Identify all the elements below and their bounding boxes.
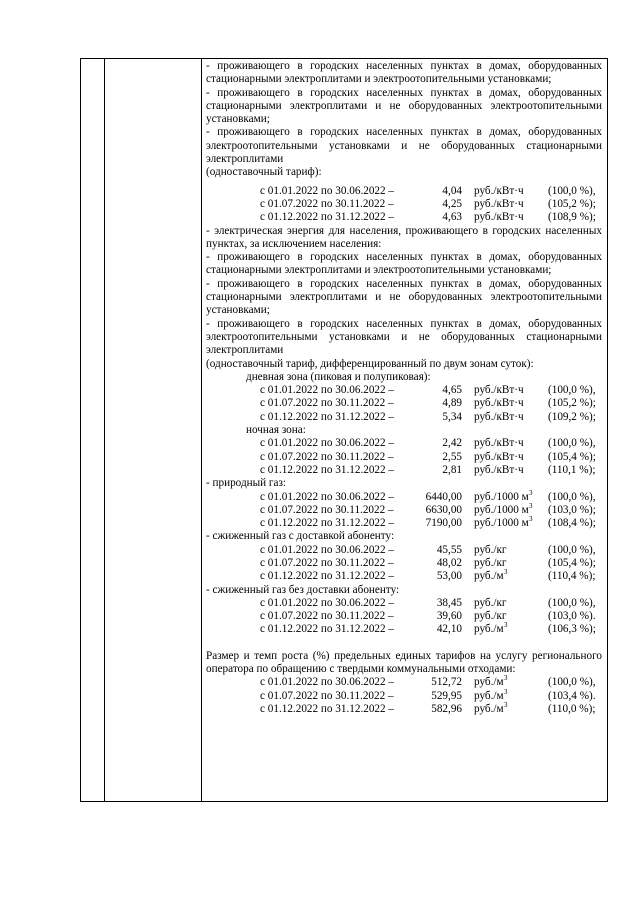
column-divider-1: [104, 58, 105, 802]
rate-percent: (105,2 %);: [548, 197, 596, 210]
unit-superscript: 3: [529, 501, 533, 510]
paragraph: - проживающего в городских населенных пунктах в домах, оборудованных стационарными электроплитами и не оборудованных электроотопительными установками;: [206, 277, 602, 317]
rate-period: с 01.01.2022 по 30.06.2022 –: [260, 184, 395, 197]
rate-value: 4,65: [442, 384, 462, 397]
rate-value: 4,63: [442, 211, 462, 224]
unit-superscript: 3: [504, 568, 508, 577]
rate-percent: (103,4 %).: [548, 689, 596, 702]
paragraph: - проживающего в городских населенных пунктах в домах, оборудованных стационарными электроплитами и не оборудованных электроотопительными установками;: [206, 86, 602, 126]
rate-value: 2,55: [442, 450, 462, 463]
rate-percent: (110,4 %);: [548, 570, 596, 583]
waste-paragraph: Размер и темп роста (%) предельных единых тарифов на услугу регионального оператора по обращению с твердыми коммунальными отходами:: [206, 649, 602, 676]
rate-unit: руб./м: [474, 676, 504, 689]
rate-value: 2,81: [442, 463, 462, 476]
paragraph: - проживающего в городских населенных пунктах в домах, оборудованных стационарными электроплитами и электроотопительными установками;: [206, 60, 602, 86]
rate-percent: (109,2 %);: [548, 410, 596, 423]
rate-value: 7190,00: [425, 517, 462, 530]
rate-period: с 01.07.2022 по 30.11.2022 –: [260, 450, 394, 463]
rate-period: с 01.12.2022 по 31.12.2022 –: [260, 463, 395, 476]
rate-percent: (105,4 %);: [548, 556, 596, 569]
lpg-delivery-label: - сжиженный газ с доставкой абоненту:: [206, 530, 395, 543]
rate-percent: (100,0 %),: [548, 543, 596, 556]
paragraph: (одноставочный тариф):: [206, 166, 322, 179]
column-divider-2: [201, 58, 202, 802]
rate-unit: руб./кВт·ч: [474, 184, 524, 197]
rate-percent: (100,0 %),: [548, 437, 596, 450]
rate-unit: руб./кг: [474, 543, 507, 556]
rate-row: [206, 557, 602, 570]
rate-group-waste: [206, 676, 602, 716]
rate-unit: руб./кВт·ч: [474, 410, 524, 423]
rate-row: [206, 211, 602, 224]
rate-unit: руб./м: [474, 689, 504, 702]
rate-value: 582,96: [431, 702, 462, 715]
rate-row: [206, 437, 602, 450]
rate-row: [206, 451, 602, 464]
rate-unit: руб./кВт·ч: [474, 397, 524, 410]
rate-row: [206, 544, 602, 557]
rate-unit: руб./1000 м: [474, 503, 529, 516]
rate-period: с 01.12.2022 по 31.12.2022 –: [260, 410, 395, 423]
paragraph: - проживающего в городских населенных пунктах в домах, оборудованных электроотопительными установками и не оборудованных стационарными электроплитами: [206, 126, 602, 166]
rate-value: 6440,00: [425, 490, 462, 503]
lpg-no-delivery-label: - сжиженный газ без доставки абоненту:: [206, 583, 400, 596]
rate-period: с 01.12.2022 по 31.12.2022 –: [260, 623, 395, 636]
rate-row: [206, 687, 602, 703]
gas-label: - природный газ:: [206, 477, 287, 490]
rate-period: с 01.01.2022 по 30.06.2022 –: [260, 543, 395, 556]
rate-group-night: [206, 437, 602, 477]
rate-percent: (106,3 %);: [548, 623, 596, 636]
rate-percent: (100,0 %),: [548, 676, 596, 689]
unit-superscript: 3: [504, 621, 508, 630]
rate-group-lpg-no-delivery: [206, 597, 602, 637]
rate-unit: руб./кг: [474, 610, 507, 623]
rate-row: [206, 623, 602, 636]
night-zone-label: ночная зона:: [246, 424, 306, 437]
rate-period: с 01.01.2022 по 30.06.2022 –: [260, 490, 395, 503]
rate-row: [206, 517, 602, 530]
rate-unit: руб./м: [474, 702, 504, 715]
rate-percent: (100,0 %),: [548, 184, 596, 197]
rate-row: [206, 198, 602, 211]
rate-percent: (105,4 %);: [548, 450, 596, 463]
rate-period: с 01.07.2022 по 30.11.2022 –: [260, 689, 394, 702]
rate-row: [206, 501, 602, 517]
rate-percent: (103,0 %).: [548, 610, 596, 623]
rate-period: с 01.12.2022 по 31.12.2022 –: [260, 211, 395, 224]
rate-unit: руб./кг: [474, 596, 507, 609]
paragraph: - электрическая энергия для населения, проживающего в городских населенных пунктах, за исключением населения:: [206, 224, 602, 250]
rate-unit: руб./1000 м: [474, 490, 529, 503]
rate-value: 48,02: [436, 556, 462, 569]
rate-period: с 01.07.2022 по 30.11.2022 –: [260, 397, 394, 410]
rate-value: 39,60: [436, 610, 462, 623]
rate-percent: (103,0 %);: [548, 503, 596, 516]
rate-row: [206, 411, 602, 424]
unit-superscript: 3: [529, 488, 533, 497]
rate-unit: руб./м: [474, 623, 504, 636]
rate-period: с 01.12.2022 по 31.12.2022 –: [260, 517, 395, 530]
rate-row: [206, 384, 602, 397]
rate-row: [206, 700, 602, 716]
rate-period: с 01.01.2022 по 30.06.2022 –: [260, 384, 395, 397]
rate-period: с 01.07.2022 по 30.11.2022 –: [260, 556, 394, 569]
rate-period: с 01.12.2022 по 31.12.2022 –: [260, 570, 395, 583]
rate-unit: руб./м: [474, 570, 504, 583]
rate-value: 6630,00: [425, 503, 462, 516]
rate-unit: руб./кВт·ч: [474, 384, 524, 397]
rate-percent: (108,9 %);: [548, 211, 596, 224]
rate-period: с 01.12.2022 по 31.12.2022 –: [260, 702, 395, 715]
rate-row: [206, 597, 602, 610]
rate-percent: (100,0 %),: [548, 596, 596, 609]
paragraph: - проживающего в городских населенных пунктах в домах, оборудованных стационарными электроплитами и электроотопительными установками;: [206, 251, 602, 277]
rate-row: [206, 676, 602, 689]
rate-period: с 01.07.2022 по 30.11.2022 –: [260, 197, 394, 210]
tariff-text-cell: [206, 60, 602, 716]
rate-period: с 01.07.2022 по 30.11.2022 –: [260, 503, 394, 516]
rate-unit: руб./кВт·ч: [474, 450, 524, 463]
rate-percent: (100,0 %),: [548, 384, 596, 397]
rate-unit: руб./кВт·ч: [474, 437, 524, 450]
rate-value: 45,55: [436, 543, 462, 556]
rate-group-day: [206, 384, 602, 424]
rate-value: 4,89: [442, 397, 462, 410]
rate-value: 38,45: [436, 596, 462, 609]
rate-percent: (110,1 %);: [548, 463, 596, 476]
rate-period: с 01.01.2022 по 30.06.2022 –: [260, 596, 395, 609]
paragraph: - проживающего в городских населенных пунктах в домах, оборудованных электроотопительными установками и не оборудованных стационарными электроплитами: [206, 317, 602, 357]
paragraph: (одноставочный тариф, дифференцированный по двум зонам суток):: [206, 357, 534, 370]
rate-value: 4,04: [442, 184, 462, 197]
rate-percent: (108,4 %);: [548, 517, 596, 530]
rate-unit: руб./кВт·ч: [474, 197, 524, 210]
rate-row: [206, 570, 602, 583]
unit-superscript: 3: [529, 515, 533, 524]
rate-unit: руб./1000 м: [474, 517, 529, 530]
rate-value: 42,10: [436, 623, 462, 636]
rate-unit: руб./кг: [474, 556, 507, 569]
rate-row: [206, 488, 602, 504]
unit-superscript: 3: [504, 674, 508, 683]
rate-period: с 01.01.2022 по 30.06.2022 –: [260, 437, 395, 450]
rate-row: [206, 464, 602, 477]
rate-value: 53,00: [436, 570, 462, 583]
unit-superscript: 3: [504, 687, 508, 696]
rate-row: [206, 185, 602, 198]
rate-group-single: [206, 185, 602, 225]
rate-percent: (105,2 %);: [548, 397, 596, 410]
rate-percent: (100,0 %),: [548, 490, 596, 503]
rate-row: [206, 610, 602, 623]
rate-unit: руб./кВт·ч: [474, 211, 524, 224]
rate-value: 512,72: [431, 676, 462, 689]
day-zone-label: дневная зона (пиковая и полупиковая):: [246, 370, 431, 383]
rate-value: 529,95: [431, 689, 462, 702]
rate-period: с 01.01.2022 по 30.06.2022 –: [260, 676, 395, 689]
rate-unit: руб./кВт·ч: [474, 463, 524, 476]
rate-group-gas: [206, 488, 602, 531]
rate-group-lpg-delivery: [206, 544, 602, 584]
rate-percent: (110,0 %);: [548, 702, 596, 715]
rate-value: 4,25: [442, 197, 462, 210]
rate-value: 5,34: [442, 410, 462, 423]
rate-row: [206, 397, 602, 410]
rate-value: 2,42: [442, 437, 462, 450]
unit-superscript: 3: [504, 700, 508, 709]
rate-period: с 01.07.2022 по 30.11.2022 –: [260, 610, 394, 623]
